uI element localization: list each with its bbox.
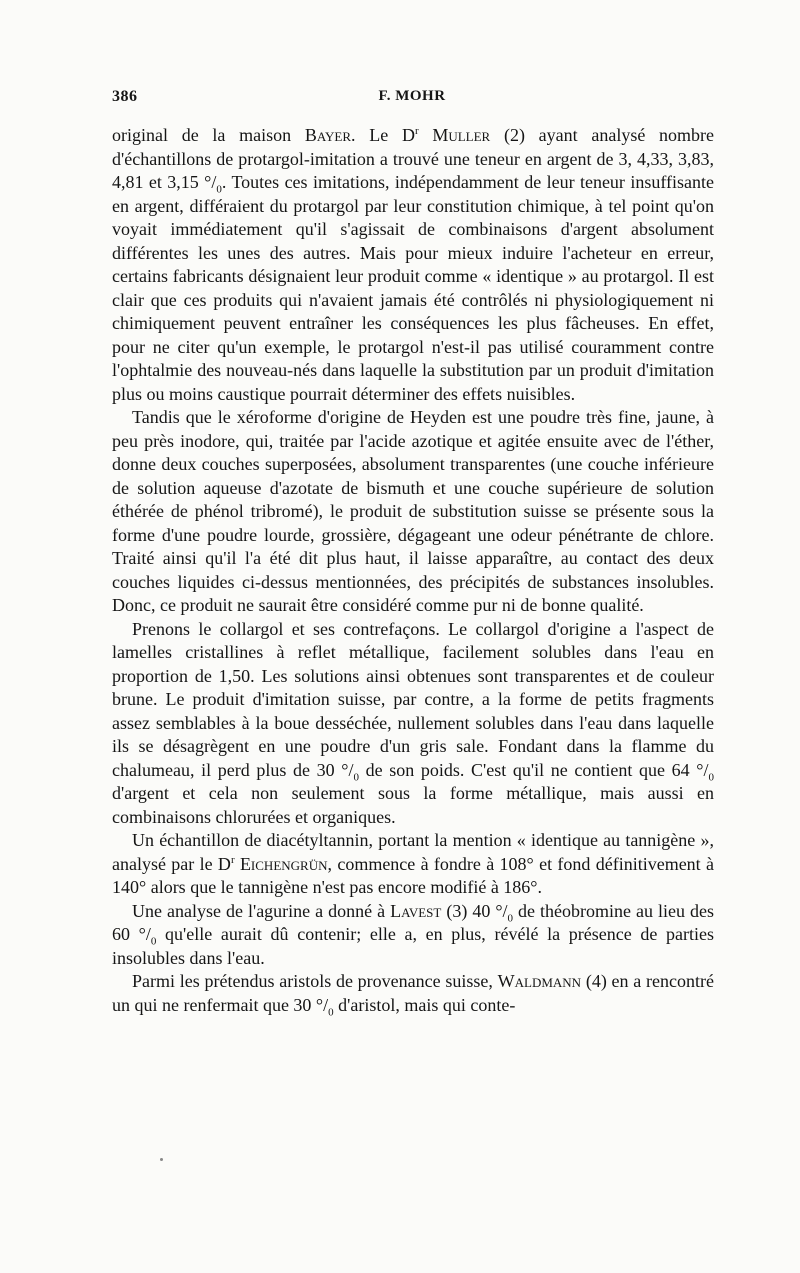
text-run: (3) 40 °/: [441, 900, 508, 921]
text-run: d'argent et cela non seulement sous la forme métallique, mais aussi en combinaisons chlorurées et organiques.: [112, 783, 714, 827]
running-head-author: F. MOHR: [378, 88, 446, 104]
paragraph: [112, 900, 714, 971]
running-head: [112, 88, 712, 112]
subscript: 0: [708, 771, 714, 784]
text-run: Parmi les prétendus aristols de provenance suisse,: [132, 971, 498, 991]
text-run: . Le D: [351, 125, 415, 145]
subscript: 0: [150, 935, 157, 948]
paragraph: [112, 618, 714, 830]
paragraph: [112, 124, 714, 406]
small-caps-name: Eichengrün: [239, 853, 328, 874]
text-run: Un échantillon de diacétyltannin, portant la mention « identique au tannigène », analysé par le D: [112, 830, 714, 874]
text-run: , commence à fondre à 108° et fond définitivement à 140° alors que le tannigène n'est pas encore modifié à 186°.: [112, 853, 714, 897]
superscript: r: [414, 125, 419, 137]
paragraph: [112, 970, 714, 1017]
subscript: 0: [353, 771, 359, 784]
text-run: [419, 125, 433, 145]
paragraph: [112, 406, 714, 618]
small-caps-name: Bayer: [304, 125, 352, 145]
body-text: [112, 124, 714, 1017]
small-caps-name: Lavest: [390, 900, 442, 921]
subscript: 0: [507, 912, 514, 925]
small-caps-name: Waldmann: [497, 971, 582, 991]
text-run: de son poids. C'est qu'il ne contient que 64 °/: [358, 759, 709, 780]
print-speck: [160, 1158, 163, 1161]
superscript: r: [230, 853, 235, 866]
page-number: 386: [112, 88, 138, 105]
text-run: de théobromine au lieu des 60 °/: [112, 900, 714, 944]
text-run: d'aristol, mais qui conte-: [333, 994, 516, 1015]
text-run: (4) en a rencontré un qui ne renfermait que 30 °/: [112, 971, 714, 1015]
text-run: qu'elle aurait dû contenir; elle a, en plus, révélé la présence de parties insolubles dans l'eau.: [112, 924, 714, 968]
text-run: Tandis que le xéroforme d'origine de Heyden est une poudre très fine, jaune, à peu près inodore, qui, traitée par l'acide azotique et agitée ensuite avec de l'éther, donne deux couches superposées, absolument transparentes (une couche inférieure de solution aqueuse d'azotate de bismuth et une couche supérieure de solution éthérée de phénol tribromé), le produit de substitution suisse se présente sous la forme d'une poudre lourde, grossière, dégageant une odeur pénétrante de chlore. Traité ainsi qu'il l'a été dit plus haut, il laisse apparaître, au contact des deux couches liquides ci-dessus mentionnées, des précipités de substances insolubles. Donc, ce produit ne saurait être considéré comme pur ni de bonne qualité.: [112, 407, 714, 615]
small-caps-name: Muller: [432, 125, 491, 145]
text-run: . Toutes ces imitations, indépendamment de leur teneur insuffisante en argent, différaient du protargol par leur constitution chimique, à tel point qu'on voyait immédiatement qu'il s'agissait de combinaisons d'argent absolument différentes les unes des autres. Mais pour mieux induire l'acheteur en erreur, certains fabricants désignaient leur produit comme « identique » au protargol. Il est clair que ces produits qui n'avaient jamais été contrôlés ni physiologiquement ni chimiquement peuvent entraîner les conséquences les plus fâcheuses. En effet, pour ne citer qu'un exemple, le protargol n'est-il pas utilisé couramment contre l'ophtalmie des nouveau-nés dans laquelle la substitution par un produit d'imitation plus ou moins caustique pourrait déterminer des effets nuisibles.: [112, 172, 714, 404]
text-run: Une analyse de l'agurine a donné à: [132, 900, 391, 921]
subscript: 0: [216, 183, 222, 196]
paragraph: [112, 829, 714, 900]
text-run: (2) ayant analysé nombre d'échantillons de protargol-imitation a trouvé une teneur en argent de 3, 4,33, 3,83, 4,81 et 3,15 °/: [112, 125, 715, 192]
subscript: 0: [328, 1006, 334, 1019]
text-run: Prenons le collargol et ses contrefaçons. Le collargol d'origine a l'aspect de lamelles cristallines à reflet métallique, facilement solubles dans l'eau en proportion de 1,50. Les solutions ainsi obtenues sont transparentes et de couleur brune. Le produit d'imitation suisse, par contre, a la forme de petits fragments assez semblables à la boue desséchée, nullement solubles dans l'eau dans laquelle ils se désagrègent en une poudre d'un gris sale. Fondant dans la flamme du chalumeau, il perd plus de 30 °/: [112, 618, 714, 780]
text-run: original de la maison: [112, 125, 305, 145]
